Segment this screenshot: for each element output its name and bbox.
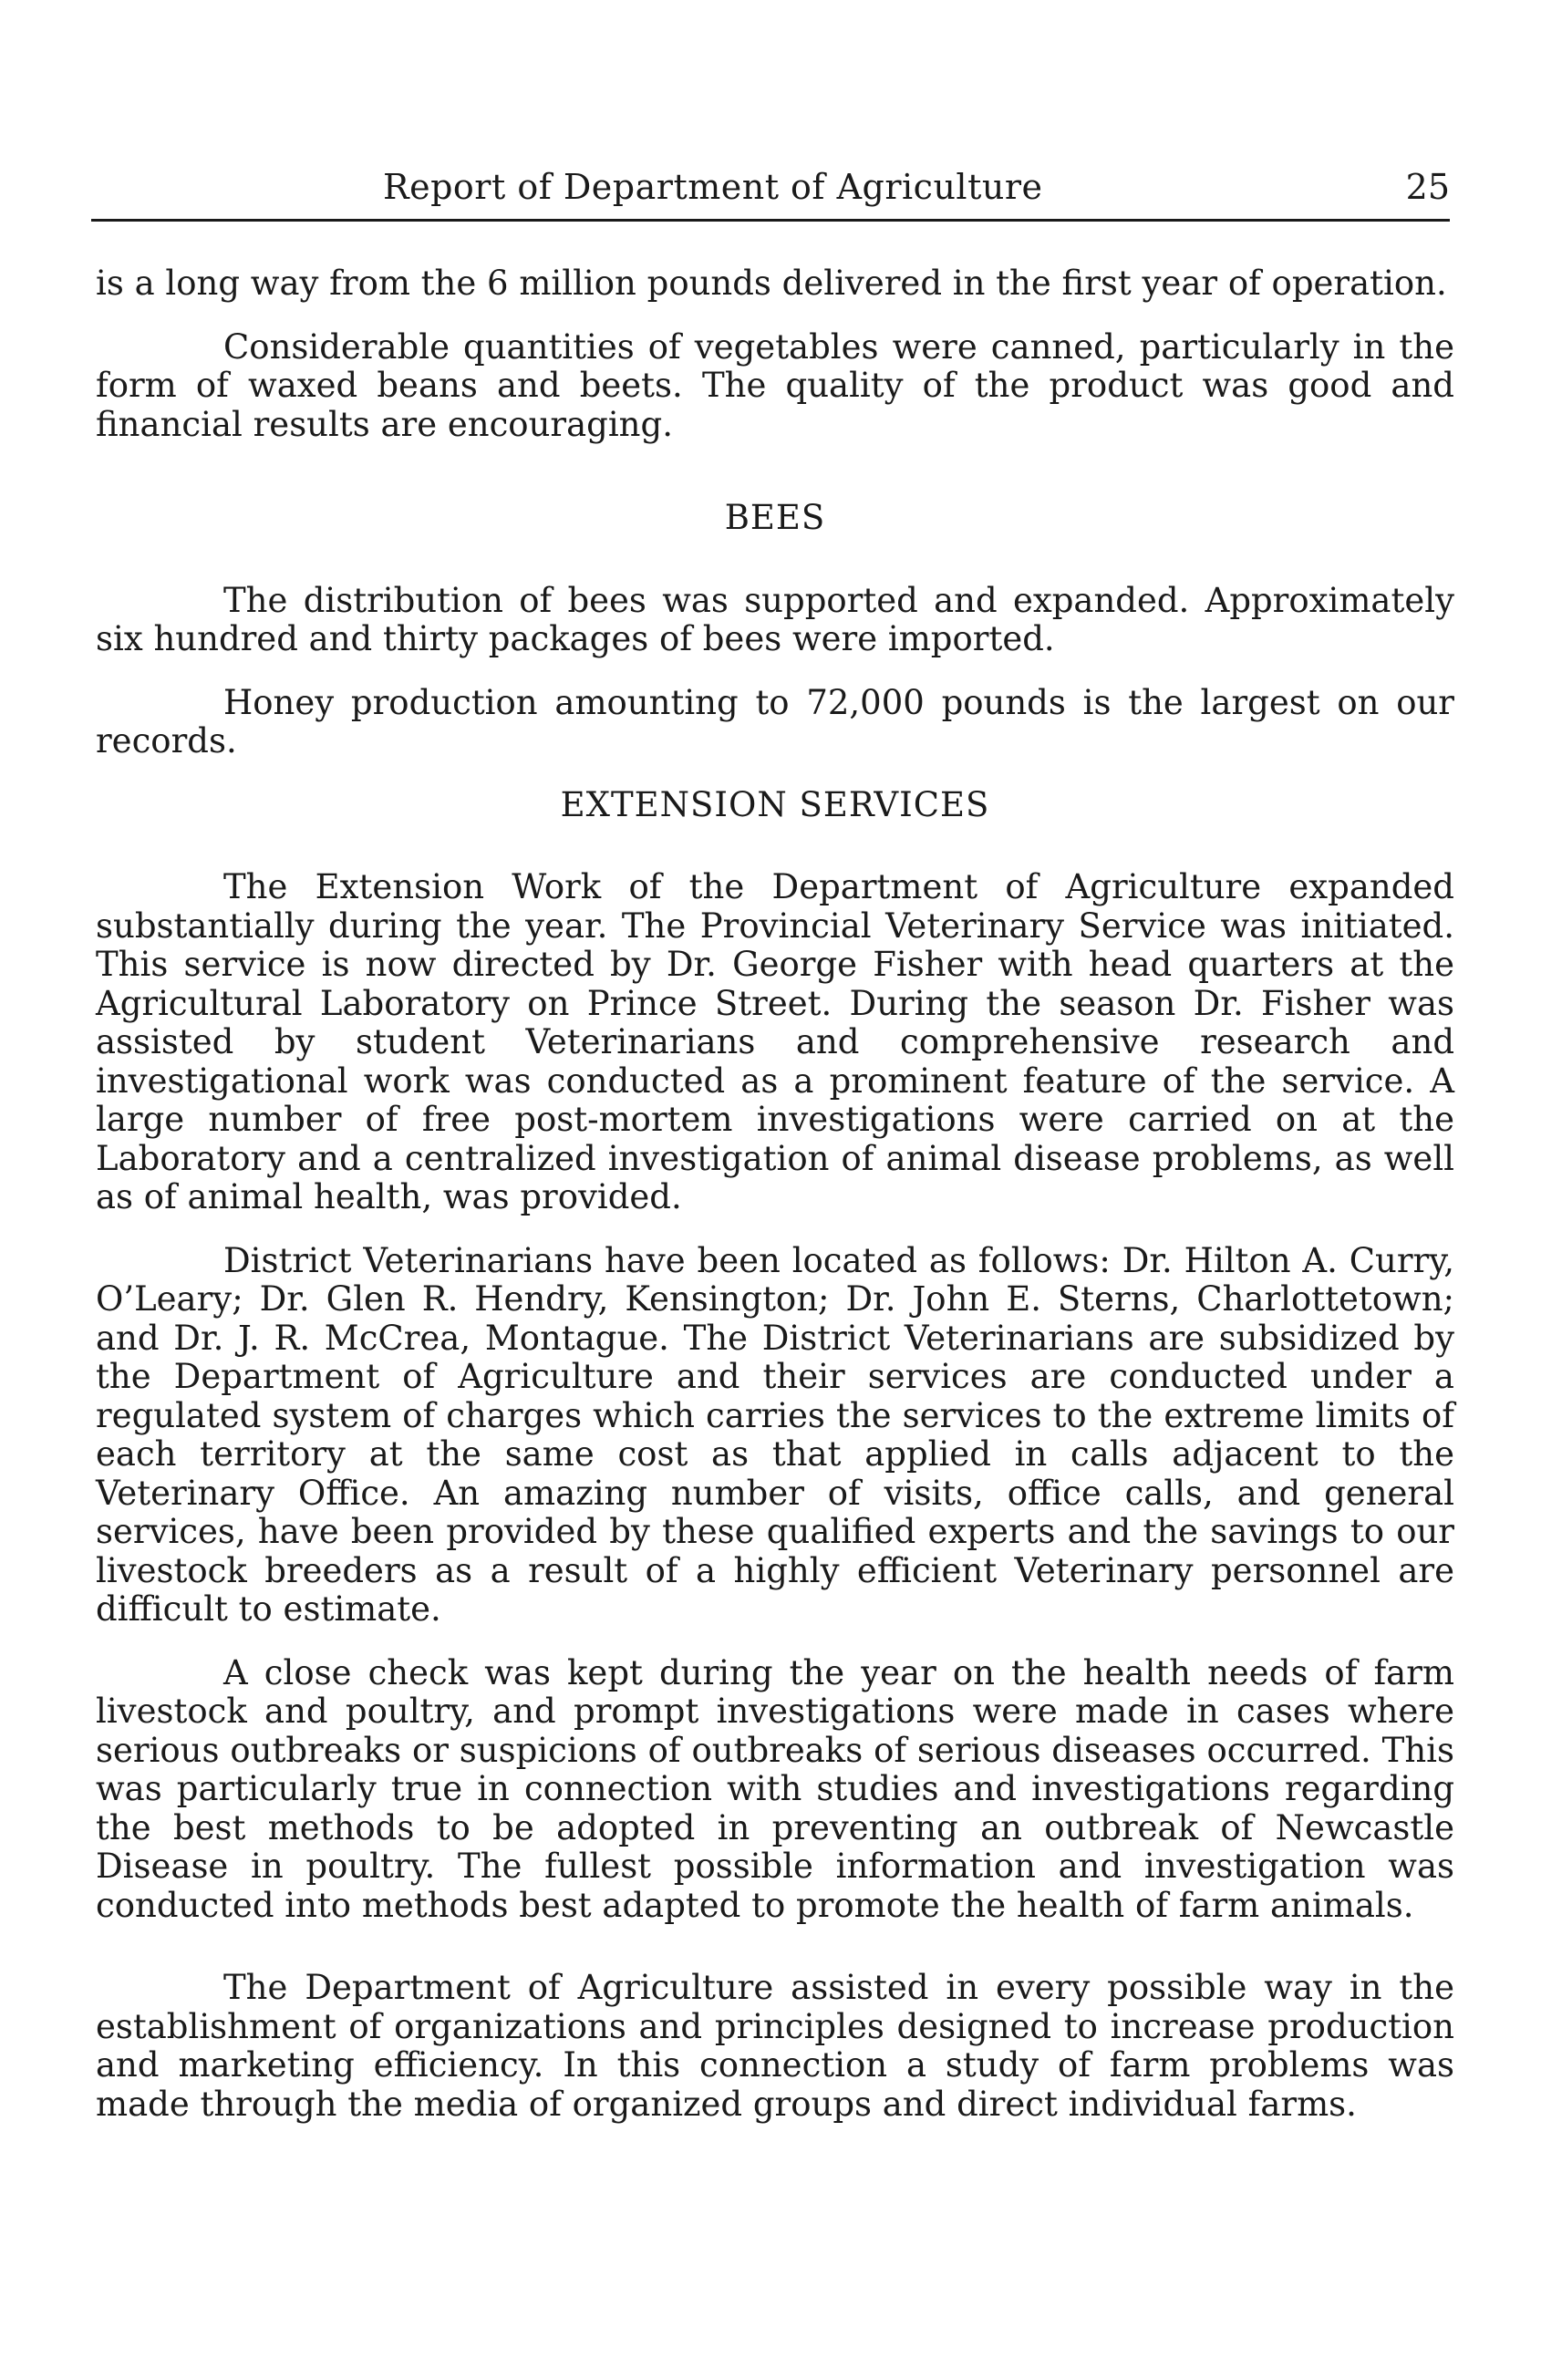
paragraph-organizations: The Department of Agriculture assisted in every possible way in the establishment of organizations and principles designed to increase production and marketing efficiency. In this connection a study of farm problems was made through the media of organized groups and direct individual farms. <box>96 1968 1454 2124</box>
paragraph-livestock-health: A close check was kept during the year on the health needs of farm livestock and poultry, and prompt investigations were made in cases where serious outbreaks or suspicions of outbreaks of serious diseases occurred. This was particularly true in connection with studies and investigations regarding the best methods to be adopted in preventing an outbreak of Newcastle Disease in poultry. The fullest possible information and investigation was conducted into methods best adapted to promote the health of farm animals. <box>96 1652 1454 1925</box>
running-header <box>91 164 1450 222</box>
heading-bees: BEES <box>724 498 826 537</box>
heading-extension-services: EXTENSION SERVICES <box>560 784 990 824</box>
paragraph-bee-distribution: The distribution of bees was supported and expanded. Approximately six hundred and thirty packages of bees were imported. <box>96 580 1454 658</box>
paragraph-district-veterinarians: District Veterinarians have been located as follows: Dr. Hilton A. Curry, O’Leary; Dr. Glen R. Hendry, Kensington; Dr. John E. Sterns, Charlottetown; and Dr. J. R. McCrea, Montague. The District Veterinarians are subsidized by the Department of Agriculture and their services are conducted under a regulated system of charges which carries the services to the extreme limits of each territory at the same cost as that applied in calls adjacent to the Veterinary Office. An amazing number of visits, office calls, and general services, have been provided by these qualified experts and the savings to our livestock breeders as a result of a highly efficient Veterinary personnel are difficult to estimate. <box>96 1240 1454 1629</box>
running-title: Report of Department of Agriculture <box>383 167 1043 207</box>
paragraph-honey-production: Honey production amounting to 72,000 pounds is the largest on our records. <box>96 682 1454 761</box>
paragraph-vegetables: Considerable quantities of vegetables were canned, particularly in the form of waxed beans and beets. The quality of the product was good and financial results are encouraging. <box>96 326 1454 444</box>
paragraph-continuation: is a long way from the 6 million pounds delivered in the first year of operation. <box>96 264 1447 303</box>
body-text <box>96 264 1454 2124</box>
page-number: 25 <box>1405 167 1450 207</box>
paragraph-extension-work: The Extension Work of the Department of Agriculture expanded substantially during the year. The Provincial Veterinary Service was initiated. This service is now directed by Dr. George Fisher with head quarters at the Agricultural Laboratory on Prince Street. During the season Dr. Fisher was assisted by student Veterinarians and comprehensive research and investigational work was conducted as a prominent feature of the service. A large number of free post-mortem investigations were carried on at the Laboratory and a centralized investigation of animal disease problems, as well as of animal health, was provided. <box>96 867 1454 1216</box>
